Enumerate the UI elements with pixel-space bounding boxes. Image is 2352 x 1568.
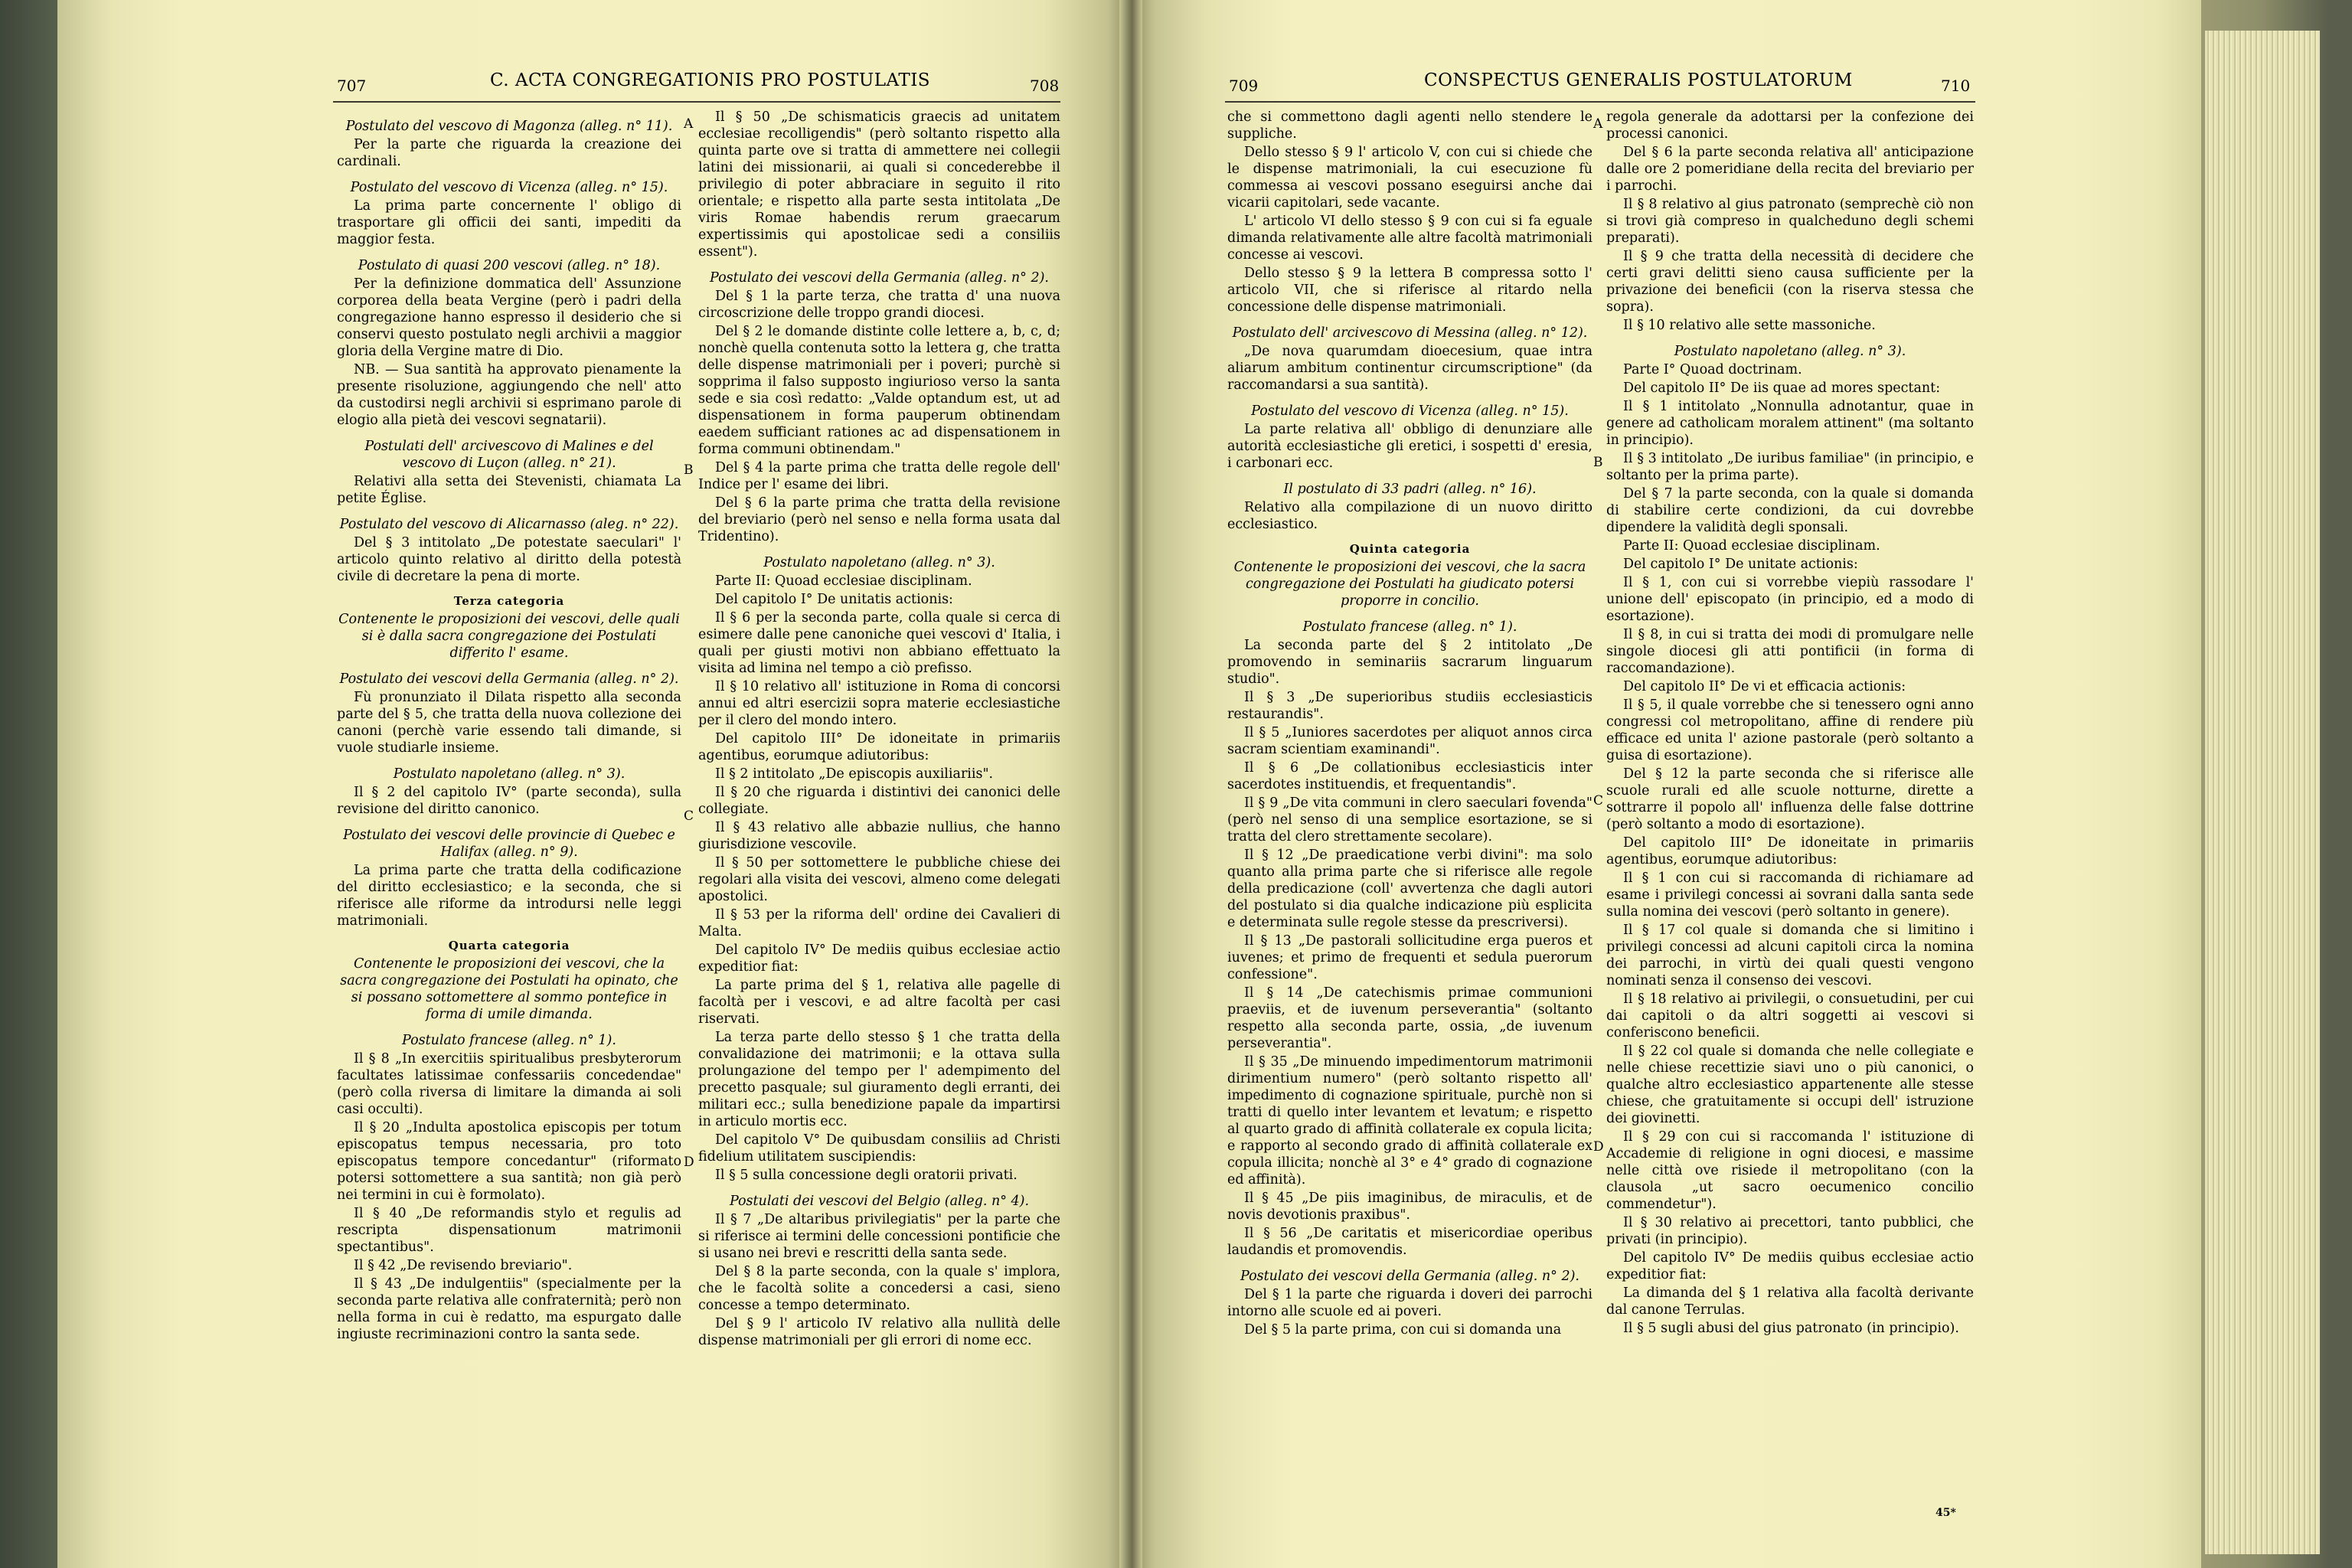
paragraph: Parte II: Quoad ecclesiae disciplinam.	[715, 573, 972, 589]
paragraph: Per la parte che riguarda la creazione dei cardinali.	[337, 137, 681, 169]
section-heading: Postulato del vescovo di Magonza (alleg. n° 11).	[345, 119, 673, 134]
text-column-4	[1606, 109, 1974, 1338]
paragraph: Del capitolo II° De iis quae ad mores spectant:	[1623, 381, 1941, 396]
paragraph: Il § 3 „De superioribus studiis ecclesiasticis restaurandis".	[1227, 690, 1592, 722]
margin-letter-c: C	[1593, 793, 1604, 808]
paragraph: Il § 5 sulla concessione degli oratorii privati.	[715, 1168, 1018, 1183]
category-heading: Quinta categoria	[1349, 542, 1471, 556]
header-rule-right	[1225, 101, 1975, 103]
paragraph: Del § 3 intitolato „De potestate saeculari" l' articolo quinto relativo al diritto della potestà civile di decretare la pena di morte.	[337, 535, 681, 584]
paragraph: Il § 6 per la seconda parte, colla quale si cerca di esimere dalle pene canoniche quei vescovi d' Italia, i quali per giusti motivi non abbiano effettuato la visita ad limina nel tempo a ciò prefisso.	[698, 610, 1060, 676]
section-heading: Postulato del vescovo di Alicarnasso (aleg. n° 22).	[339, 517, 679, 532]
category-heading: Terza categoria	[453, 594, 565, 608]
paragraph: Il § 1, con cui si vorrebbe viepiù rassodare l' unione dell' episcopato (in principio, ed a modo di esortazione).	[1606, 575, 1974, 624]
paragraph: Il § 35 „De minuendo impedimentorum matrimonii dirimentium numero" (però soltanto rispetto all' impedimento di cognazione spirituale, purchè non si tratti di quello inter levantem et levatum; e rispetto al quarto grado di affinità collaterale ex copula licita; e rapporto al secondo grado di affinità collaterale ex copula illicita; nonchè al 3° e 4° grado di cognazione ed affinità).	[1227, 1054, 1592, 1187]
paragraph: Il § 42 „De revisendo breviario".	[354, 1258, 573, 1273]
paragraph: che si commettono dagli agenti nello stendere le suppliche.	[1227, 109, 1592, 142]
paragraph: La seconda parte del § 2 intitolato „De promovendo in seminariis sacrarum linguarum studio".	[1227, 638, 1592, 687]
paragraph: Del § 1 la parte terza, che tratta d' una nuova circoscrizione delle troppo grandi diocesi.	[698, 289, 1060, 321]
paragraph: Dello stesso § 9 l' articolo V, con cui si chiede che le dispense matrimoniali, la cui esecuzione fù commessa ai vescovi possano eseguirsi anche dai vicarii capitolari, sede vacante.	[1227, 145, 1592, 211]
section-heading: Postulato francese (alleg. n° 1).	[402, 1033, 616, 1048]
paragraph: Il § 1 con cui si raccomanda di richiamare ad esame i privilegi concessi ai sovrani dalla santa sede sulla nomina dei vescovi (però soltanto in genere).	[1606, 871, 1974, 920]
text-column-1	[337, 109, 681, 1344]
paragraph: Dello stesso § 9 la lettera B compressa sotto l' articolo VII, che si riferisce al ritardo nella concessione delle dispense matrimoniali.	[1227, 266, 1592, 315]
paragraph: Il § 45 „De piis imaginibus, de miraculis, et de novis devotionis praxibus".	[1227, 1191, 1592, 1223]
section-heading: Postulato dei vescovi della Germania (alleg. n° 2).	[1240, 1269, 1579, 1284]
paragraph: Il § 10 relativo all' istituzione in Roma di concorsi annui ed altri esercizii sopra materie ecclesiastiche per il clero del mondo intero.	[698, 679, 1060, 728]
section-heading: Il postulato di 33 padri (alleg. n° 16).	[1283, 482, 1537, 497]
paragraph: Il § 12 „De praedicatione verbi divini": ma solo quanto alla prima parte che si riferisce alle regole della predicazione (coll' avvertenza che dagli autori del postulato si dia qualche indicazione più esplicita e determinata sulle regole stesse da prescriversi).	[1227, 848, 1592, 930]
page-number-707: 707	[337, 77, 367, 95]
paragraph: Il § 7 „De altaribus privilegiatis" per la parte che si riferisce ai termini delle concessioni pontificie che si usano nei brevi e rescritti della santa sede.	[698, 1212, 1060, 1261]
page-number-708: 708	[1030, 77, 1060, 95]
paragraph: Il § 13 „De pastorali sollicitudine erga pueros et iuvenes; et primo de frequenti et sedula puerorum confessione".	[1227, 933, 1592, 982]
margin-letter-b: B	[1593, 455, 1603, 470]
header-rule-left	[333, 101, 1060, 103]
section-heading: Postulato del vescovo di Vicenza (alleg. n° 15).	[1251, 403, 1569, 419]
text-column-3	[1227, 109, 1592, 1340]
paragraph: Del § 4 la parte prima che tratta delle regole dell' Indice per l' esame dei libri.	[698, 460, 1060, 492]
paragraph: Del § 8 la parte seconda, con la quale s' implora, che le facoltà solite a concedersi a casi, sieno concesse a tempo determinato.	[698, 1264, 1060, 1313]
paragraph: Parte II: Quoad ecclesiae disciplinam.	[1623, 538, 1880, 554]
paragraph: Il § 43 relativo alle abbazie nullius, che hanno giurisdizione vescovile.	[698, 820, 1060, 852]
paragraph: Il § 8, in cui si tratta dei modi di promulgare nelle singole diocesi gli atti pontificii (in forma di raccomandazione).	[1606, 627, 1974, 676]
paragraph: Del capitolo I° De unitatis actionis:	[715, 592, 953, 607]
paragraph: Il § 5 sugli abusi del gius patronato (in principio).	[1623, 1321, 1959, 1336]
margin-letter-a: A	[684, 116, 694, 132]
paragraph: Il § 18 relativo ai privilegii, o consuetudini, per cui dai capitoli o da altri soggetti ai vescovi si conferiscono beneficii.	[1606, 991, 1974, 1040]
paragraph: Del § 12 la parte seconda che si riferisce alle scuole rurali ed alle scuole notturne, dirette a sottrarre il popolo all' influenza delle false dottrine (però soltanto a modo di esortazione).	[1606, 766, 1974, 832]
paragraph: Del § 2 le domande distinte colle lettere a, b, c, d; nonchè quella contenuta sotto la lettera g, che tratta delle dispense matrimoniali per i poveri; purchè si sopprima il falso supposto ingiurioso verso la santa sede e sia così redatto: „Valde optandum est, ut ad dispensationem in forma pauperum obtinendam eaedem sufficiant rationes ac ad dispensationem in forma communi obtinendam."	[698, 324, 1060, 457]
paragraph: La terza parte dello stesso § 1 che tratta della convalidazione dei matrimonii; e la ottava sulla prolungazione del tempo per l' adempimento del precetto pasquale; sul giuramento degli erranti, dei militari ecc.; sulla benedizione papale da impartirsi in articulo mortis ecc.	[698, 1030, 1060, 1129]
paragraph: La prima parte concernente l' obligo di trasportare gli officii dei santi, impediti da maggior festa.	[337, 198, 681, 247]
paragraph: Il § 20 „Indulta apostolica episcopis per totum episcopatus tempus necessaria, pro toto episcopatus tempore concedantur" (riformato potersi sottomettere a sua santità; non già però nei termini in cui è formolato).	[337, 1120, 681, 1203]
category-heading: Contenente le proposizioni dei vescovi, delle quali si è dalla sacra congregazione dei Postulati differito l' esame.	[338, 612, 680, 661]
paragraph: La parte relativa all' obbligo di denunziare alle autorità ecclesiastiche gli eretici, i sospetti d' eresia, i carbonari ecc.	[1227, 422, 1592, 471]
margin-letter-c: C	[684, 808, 694, 824]
running-title-left: C. ACTA CONGREGATIONIS PRO POSTULATIS	[490, 70, 931, 90]
paragraph: Del § 9 l' articolo IV relativo alla nullità delle dispense matrimoniali per gli errori di nome ecc.	[698, 1316, 1060, 1348]
paragraph: Il § 2 del capitolo IV° (parte seconda), sulla revisione del diritto canonico.	[337, 785, 681, 817]
paragraph: Relativi alla setta dei Stevenisti, chiamata La petite Église.	[337, 474, 681, 506]
paragraph: L' articolo VI dello stesso § 9 con cui si fa eguale dimanda relativamente alle altre facoltà matrimoniali concesse ai vescovi.	[1227, 214, 1592, 263]
margin-letter-d: D	[1593, 1139, 1604, 1155]
paragraph: regola generale da adottarsi per la confezione dei processi canonici.	[1606, 109, 1974, 142]
paragraph: Il § 5 „Iuniores sacerdotes per aliquot annos circa sacram scientiam examinandi".	[1227, 725, 1592, 757]
paragraph: Il § 10 relativo alle sette massoniche.	[1623, 318, 1876, 333]
section-heading: Postulati dei vescovi del Belgio (alleg. n° 4).	[729, 1194, 1030, 1209]
section-heading: Postulato dei vescovi della Germania (alleg. n° 2).	[710, 270, 1049, 286]
paragraph: Del capitolo II° De vi et efficacia actionis:	[1623, 679, 1906, 694]
paragraph: Il § 3 intitolato „De iuribus familiae" (in principio, e soltanto per la prima parte).	[1606, 451, 1974, 483]
paragraph: Parte I° Quoad doctrinam.	[1623, 362, 1802, 377]
paragraph: Il § 9 che tratta della necessità di decidere che certi gravi delitti sieno causa sufficiente per la privazione dei beneficii (con la riserva stessa che sopra).	[1606, 249, 1974, 315]
paragraph: Del § 5 la parte prima, con cui si domanda una	[1244, 1322, 1562, 1338]
margin-letter-b: B	[684, 462, 694, 478]
text-column-2	[698, 109, 1060, 1351]
paragraph: Fù pronunziato il Dilata rispetto alla seconda parte del § 5, che tratta della nuova collezione dei canoni (perchè varie essendo tali dimande, si vuole studiarle insieme.	[337, 690, 681, 756]
section-heading: Postulato dell' arcivescovo di Messina (alleg. n° 12).	[1232, 325, 1588, 341]
section-heading: Postulato dei vescovi delle provincie di Quebec e Halifax (alleg. n° 9).	[343, 828, 675, 860]
section-heading: Postulato napoletano (alleg. n° 3).	[763, 555, 995, 570]
paragraph: Per la definizione dommatica dell' Assunzione corporea della beata Vergine (però i padri della congregazione hanno espresso il desiderio che si conservi questo postulato negli archivii a maggior gloria della Vergine matre di Dio.	[337, 276, 681, 359]
book-gutter	[1119, 0, 1142, 1568]
paragraph: Il § 8 relativo al gius patronato (semprechè ciò non si trovi già compreso in qualcheduno degli schemi preparati).	[1606, 197, 1974, 246]
section-heading: Postulato napoletano (alleg. n° 3).	[1674, 344, 1906, 359]
paragraph: Il § 43 „De indulgentiis" (specialmente per la seconda parte relativa alle confraternità; però non nella forma in cui è redatto, ma espurgato dalle ingiuste recriminazioni contro la santa sede.	[337, 1276, 681, 1342]
paragraph: Il § 50 „De schismaticis graecis ad unitatem ecclesiae recolligendis" (però soltanto rispetto alla quinta parte ove si tratta di ammettere nei collegii latini dei missionarii, ai quali si concederebbe il privilegio di poter abbraciare in seguito il rito orientale; e rispetto alla parte sesta intitolata „De viris Romae habendis rerum graecarum expertissimis qui apostolicae sedi a consiliis essent").	[698, 109, 1060, 260]
page-edges	[2205, 31, 2320, 1554]
paragraph: Il § 20 che riguarda i distintivi dei canonici delle collegiate.	[698, 785, 1060, 817]
paragraph: Il § 14 „De catechismis primae communioni praeviis, et de iuvenum perseverantia" (soltanto respetto alla seconda parte, ossia, „de iuvenum perseverantia".	[1227, 985, 1592, 1051]
section-heading: Postulato napoletano (alleg. n° 3).	[393, 766, 626, 782]
section-heading: Postulato del vescovo di Vicenza (alleg. n° 15).	[350, 180, 668, 195]
paragraph: NB. — Sua santità ha approvato pienamente la presente risoluzione, aggiungendo che nell' atto da custodirsi negli archivii si esprimano parole di elogio alla pietà dei vescovi segnatarii).	[337, 362, 681, 428]
paragraph: Il § 40 „De reformandis stylo et regulis ad rescripta dispensationum matrimonii spectantibus".	[337, 1206, 681, 1255]
paragraph: Il § 5, il quale vorrebbe che si tenessero ogni anno congressi col metropolitano, affine di rendere più efficace ed unita l' azione pastorale (però soltanto a guisa di esortazione).	[1606, 697, 1974, 763]
paragraph: Del capitolo III° De idoneitate in primariis agentibus, eorumque adiutoribus:	[1606, 835, 1974, 867]
paragraph: Del § 7 la parte seconda, con la quale si domanda di stabilire certe condizioni, da cui dovrebbe dipendere la validità degli sponsali.	[1606, 486, 1974, 535]
paragraph: Il § 1 intitolato „Nonnulla adnotantur, quae in genere ad catholicam moralem attinent" (ma soltanto in principio).	[1606, 399, 1974, 448]
paragraph: Del capitolo III° De idoneitate in primariis agentibus, eorumque adiutoribus:	[698, 731, 1060, 763]
paragraph: Il § 17 col quale si domanda che si limitino i privilegi concessi ad alcuni capitoli circa la nomina dei parrochi, in virtù dei quali questi vengono nominati senza il consenso dei vescovi.	[1606, 923, 1974, 988]
section-heading: Postulato dei vescovi della Germania (alleg. n° 2).	[339, 671, 679, 687]
paragraph: Il § 22 col quale si domanda che nelle collegiate e nelle chiese recettizie siavi uno o più canonici, o qualche altro ecclesiastico appartenente alle stesse chiese, che gratuitamente si occupi dell' istruzione dei giovinetti.	[1606, 1044, 1974, 1126]
category-heading: Contenente le proposizioni dei vescovi, che la sacra congregazione dei Postulati ha opinato, che si possano sottomettere al sommo pontefice in forma di umile dimanda.	[340, 956, 678, 1022]
paragraph: La parte prima del § 1, relativa alle pagelle di facoltà per i vescovi, e ad altre facoltà per casi riservati.	[698, 978, 1060, 1027]
paragraph: Il § 6 „De collationibus ecclesiasticis inter sacerdotes instituendis, et frequentandis".	[1227, 760, 1592, 792]
running-title-right: CONSPECTUS GENERALIS POSTULATORUM	[1424, 70, 1853, 90]
paragraph: Il § 9 „De vita communi in clero saeculari fovenda" (però nel senso di una semplice esortazione, se si tratta del clero strettamente secolare).	[1227, 795, 1592, 844]
paragraph: „De nova quarumdam dioecesium, quae intra aliarum ambitum continentur circumscriptione" (da raccomandarsi a sua santità).	[1227, 344, 1592, 393]
paragraph: Del § 1 la parte che riguarda i doveri dei parrochi intorno alle scuole ed ai poveri.	[1227, 1287, 1592, 1319]
margin-letter-a: A	[1593, 116, 1603, 132]
paragraph: Relativo alla compilazione di un nuovo diritto ecclesiastico.	[1227, 500, 1592, 532]
paragraph: Del § 6 la parte seconda relativa all' anticipazione dalle ore 2 pomeridiane della recita del breviario per i parrochi.	[1606, 145, 1974, 194]
paragraph: Del capitolo IV° De mediis quibus ecclesiae actio expeditior fiat:	[1606, 1250, 1974, 1282]
paragraph: Il § 30 relativo ai precettori, tanto pubblici, che privati (in principio).	[1606, 1215, 1974, 1247]
page-number-709: 709	[1229, 77, 1259, 95]
category-heading: Contenente le proposizioni dei vescovi, che la sacra congregazione dei Postulati ha giudicato potersi proporre in concilio.	[1233, 560, 1586, 609]
paragraph: La prima parte che tratta della codificazione del diritto ecclesiastico; e la seconda, che si riferisce alle riforme da introdursi nelle leggi matrimoniali.	[337, 863, 681, 929]
page-number-710: 710	[1941, 77, 1971, 95]
paragraph: Il § 2 intitolato „De episcopis auxiliariis".	[715, 766, 994, 782]
paragraph: Il § 50 per sottomettere le pubbliche chiese dei regolari alla visita dei vescovi, almeno come delegati apostolici.	[698, 855, 1060, 904]
section-heading: Postulati dell' arcivescovo di Malines e del vescovo di Luçon (alleg. n° 21).	[364, 439, 654, 471]
paragraph: Del capitolo IV° De mediis quibus ecclesiae actio expeditior fiat:	[698, 942, 1060, 975]
paragraph: La dimanda del § 1 relativa alla facoltà derivante dal canone Terrulas.	[1606, 1285, 1974, 1318]
section-heading: Postulato francese (alleg. n° 1).	[1302, 619, 1517, 635]
paragraph: Il § 8 „In exercitiis spiritualibus presbyterorum facultates latissimae confessariis concedendae" (però colla riversa di limitare la dimanda ai soli casi occulti).	[337, 1051, 681, 1117]
paragraph: Il § 56 „De caritatis et misericordiae operibus laudandis et promovendis.	[1227, 1226, 1592, 1258]
paragraph: Del capitolo V° De quibusdam consiliis ad Christi fidelium utilitatem suscipiendis:	[698, 1132, 1060, 1165]
margin-letter-d: D	[684, 1155, 694, 1170]
paragraph: Il § 29 con cui si raccomanda l' istituzione di Accademie di religione in ogni diocesi, e massime nelle città ove risiede il metropolitano (con la clausola „ut sacro oecumenico concilio commendetur").	[1606, 1129, 1974, 1212]
category-heading: Quarta categoria	[448, 939, 570, 952]
paragraph: Del capitolo I° De unitate actionis:	[1623, 557, 1858, 572]
section-heading: Postulato di quasi 200 vescovi (alleg. n° 18).	[358, 258, 661, 273]
paragraph: Il § 53 per la riforma dell' ordine dei Cavalieri di Malta.	[698, 907, 1060, 939]
signature-mark: 45*	[1936, 1507, 1956, 1519]
paragraph: Del § 6 la parte prima che tratta della revisione del breviario (però nel senso e nella forma usata dal Tridentino).	[698, 495, 1060, 544]
